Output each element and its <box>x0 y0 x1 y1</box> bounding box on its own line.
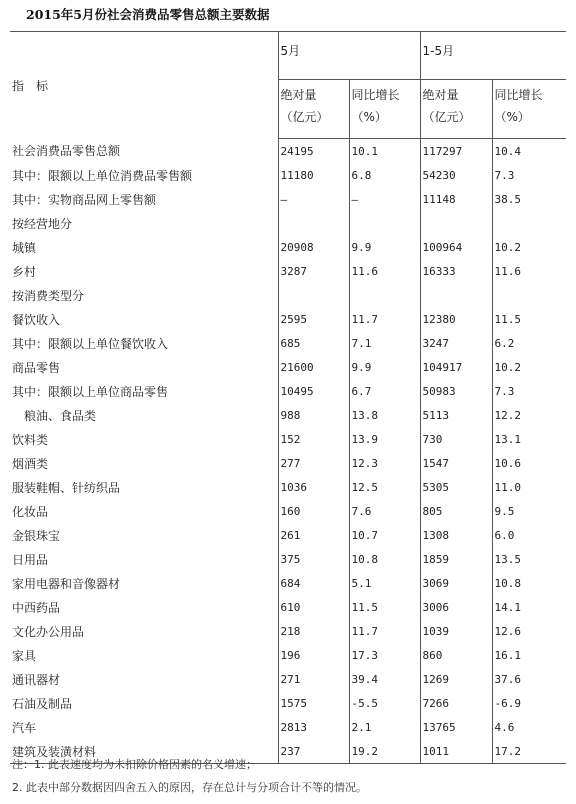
cell-may-absolute: 1575 <box>278 691 349 715</box>
row-label: 家用电器和音像器材 <box>12 576 121 591</box>
table-row <box>10 139 566 164</box>
cell-may-growth: 7.1 <box>349 331 420 355</box>
cell-ytd-absolute: 100964 <box>420 235 492 259</box>
table-row <box>10 499 566 523</box>
cell-may-absolute: 24195 <box>278 139 349 164</box>
page-title: 2015年5月份社会消费品零售总额主要数据 <box>26 7 270 22</box>
growth-label: 同比增长 <box>351 88 400 102</box>
cell-ytd-growth: 11.0 <box>492 475 566 499</box>
cell-may-absolute: 3287 <box>278 259 349 283</box>
cell-ytd-growth: 13.5 <box>492 547 566 571</box>
row-label: 其中：实物商品网上零售额 <box>12 192 157 207</box>
cell-may-growth: 10.7 <box>349 523 420 547</box>
header-may: 5月 <box>278 32 420 80</box>
growth-unit: （%） <box>494 110 530 124</box>
cell-may-growth <box>349 211 420 235</box>
table-row <box>10 667 566 691</box>
cell-may-growth: 6.7 <box>349 379 420 403</box>
cell-may-absolute: 2813 <box>278 715 349 739</box>
table-row <box>10 259 566 283</box>
cell-may-absolute: 375 <box>278 547 349 571</box>
cell-may-absolute: 684 <box>278 571 349 595</box>
row-label: 按消费类型分 <box>12 288 85 303</box>
table-row <box>10 163 566 187</box>
cell-may-absolute: 11180 <box>278 163 349 187</box>
row-label: 汽车 <box>12 720 37 735</box>
row-label: 家具 <box>12 648 37 663</box>
note-2: 2. 此表中部分数据因四舍五入的原因，存在总计与分项合计不等的情况。 <box>12 781 367 794</box>
cell-ytd-absolute: 1547 <box>420 451 492 475</box>
table-row <box>10 331 566 355</box>
cell-may-growth <box>349 283 420 307</box>
absolute-label: 绝对量 <box>422 88 459 102</box>
cell-ytd-absolute: 1859 <box>420 547 492 571</box>
cell-ytd-absolute: 5305 <box>420 475 492 499</box>
cell-ytd-growth: 10.8 <box>492 571 566 595</box>
cell-may-growth: 5.1 <box>349 571 420 595</box>
cell-may-absolute: – <box>278 187 349 211</box>
cell-may-absolute: 21600 <box>278 355 349 379</box>
row-label: 粮油、食品类 <box>12 408 97 423</box>
row-label: 社会消费品零售总额 <box>12 144 121 159</box>
cell-ytd-absolute: 11148 <box>420 187 492 211</box>
cell-ytd-growth: -6.9 <box>492 691 566 715</box>
absolute-unit: （亿元） <box>280 110 329 124</box>
table-row <box>10 475 566 499</box>
growth-label: 同比增长 <box>494 88 543 102</box>
note-1: 注：1. 此表速度均为未扣除价格因素的名义增速； <box>12 758 257 771</box>
header-jan-may: 1-5月 <box>420 32 566 80</box>
cell-may-absolute <box>278 283 349 307</box>
cell-ytd-absolute: 104917 <box>420 355 492 379</box>
cell-may-growth: 2.1 <box>349 715 420 739</box>
cell-may-absolute: 685 <box>278 331 349 355</box>
table-row <box>10 427 566 451</box>
cell-ytd-growth: 7.3 <box>492 163 566 187</box>
table-row <box>10 451 566 475</box>
cell-ytd-absolute: 54230 <box>420 163 492 187</box>
cell-may-growth: 13.9 <box>349 427 420 451</box>
cell-may-growth: 39.4 <box>349 667 420 691</box>
cell-may-growth: 11.7 <box>349 307 420 331</box>
cell-ytd-growth: 4.6 <box>492 715 566 739</box>
header-may-growth <box>349 80 420 139</box>
cell-ytd-growth: 7.3 <box>492 379 566 403</box>
table-row <box>10 619 566 643</box>
row-label: 建筑及装潢材料 <box>10 739 278 764</box>
table-row <box>10 523 566 547</box>
cell-may-absolute: 152 <box>278 427 349 451</box>
cell-ytd-growth: 10.2 <box>492 355 566 379</box>
row-label: 金银珠宝 <box>12 528 61 543</box>
indicator-header: 指 标 <box>10 32 278 139</box>
table-row <box>10 643 566 667</box>
cell-ytd-growth: 11.6 <box>492 259 566 283</box>
cell-may-absolute: 988 <box>278 403 349 427</box>
cell-ytd-absolute: 3006 <box>420 595 492 619</box>
cell-may-growth: 17.3 <box>349 643 420 667</box>
row-label: 餐饮收入 <box>12 312 61 327</box>
cell-may-absolute: 160 <box>278 499 349 523</box>
cell-ytd-growth: 17.2 <box>492 739 566 764</box>
table-row <box>10 307 566 331</box>
cell-ytd-growth: 6.0 <box>492 523 566 547</box>
cell-ytd-absolute: 16333 <box>420 259 492 283</box>
cell-may-growth: 10.8 <box>349 547 420 571</box>
cell-ytd-absolute: 3069 <box>420 571 492 595</box>
cell-ytd-absolute: 1039 <box>420 619 492 643</box>
cell-ytd-growth: 13.1 <box>492 427 566 451</box>
row-label: 化妆品 <box>12 504 49 519</box>
cell-ytd-absolute: 50983 <box>420 379 492 403</box>
cell-may-growth: 9.9 <box>349 355 420 379</box>
cell-ytd-absolute: 805 <box>420 499 492 523</box>
row-label: 烟酒类 <box>12 456 49 471</box>
cell-may-growth: 7.6 <box>349 499 420 523</box>
table-row <box>10 595 566 619</box>
cell-may-growth: -5.5 <box>349 691 420 715</box>
table-row <box>10 355 566 379</box>
table-row <box>10 283 566 307</box>
cell-may-growth: 11.6 <box>349 259 420 283</box>
cell-ytd-growth: 37.6 <box>492 667 566 691</box>
table-row <box>10 211 566 235</box>
cell-may-growth: – <box>349 187 420 211</box>
cell-may-growth: 12.3 <box>349 451 420 475</box>
row-label: 按经营地分 <box>12 216 73 231</box>
cell-may-absolute: 2595 <box>278 307 349 331</box>
cell-ytd-absolute: 5113 <box>420 403 492 427</box>
header-ytd-absolute <box>420 80 492 139</box>
absolute-unit: （亿元） <box>422 110 471 124</box>
cell-ytd-absolute: 13765 <box>420 715 492 739</box>
table-row <box>10 187 566 211</box>
cell-may-growth: 10.1 <box>349 139 420 164</box>
cell-may-growth: 19.2 <box>349 739 420 764</box>
cell-ytd-growth <box>492 283 566 307</box>
cell-ytd-absolute: 117297 <box>420 139 492 164</box>
cell-may-absolute <box>278 211 349 235</box>
row-label: 饮料类 <box>12 432 49 447</box>
cell-ytd-growth: 14.1 <box>492 595 566 619</box>
table-row <box>10 379 566 403</box>
row-label: 服装鞋帽、针纺织品 <box>12 480 121 495</box>
cell-ytd-growth: 11.5 <box>492 307 566 331</box>
cell-ytd-absolute <box>420 283 492 307</box>
cell-ytd-growth: 10.6 <box>492 451 566 475</box>
cell-ytd-growth: 16.1 <box>492 643 566 667</box>
cell-may-absolute: 1036 <box>278 475 349 499</box>
cell-ytd-absolute: 12380 <box>420 307 492 331</box>
row-label: 商品零售 <box>12 360 61 375</box>
table-row <box>10 715 566 739</box>
row-label: 其中：限额以上单位商品零售 <box>12 384 169 399</box>
cell-may-growth: 9.9 <box>349 235 420 259</box>
cell-ytd-growth: 6.2 <box>492 331 566 355</box>
cell-may-growth: 11.7 <box>349 619 420 643</box>
row-label: 中西药品 <box>12 600 61 615</box>
growth-unit: （%） <box>351 110 387 124</box>
header-may-absolute <box>278 80 349 139</box>
cell-may-growth: 12.5 <box>349 475 420 499</box>
cell-may-absolute: 261 <box>278 523 349 547</box>
row-label: 城镇 <box>12 240 37 255</box>
cell-ytd-absolute: 7266 <box>420 691 492 715</box>
retail-sales-table <box>10 31 566 764</box>
cell-may-growth: 11.5 <box>349 595 420 619</box>
cell-may-absolute: 218 <box>278 619 349 643</box>
table-row <box>10 571 566 595</box>
cell-may-absolute: 610 <box>278 595 349 619</box>
cell-may-absolute: 196 <box>278 643 349 667</box>
cell-ytd-absolute: 730 <box>420 427 492 451</box>
cell-may-absolute: 277 <box>278 451 349 475</box>
table-row <box>10 691 566 715</box>
cell-ytd-absolute: 3247 <box>420 331 492 355</box>
row-label: 其中：限额以上单位餐饮收入 <box>12 336 169 351</box>
header-ytd-growth <box>492 80 566 139</box>
cell-ytd-growth: 38.5 <box>492 187 566 211</box>
cell-ytd-growth <box>492 211 566 235</box>
row-label: 通讯器材 <box>12 672 61 687</box>
cell-ytd-absolute: 1269 <box>420 667 492 691</box>
row-label: 文化办公用品 <box>12 624 85 639</box>
absolute-label: 绝对量 <box>280 88 317 102</box>
cell-ytd-growth: 12.2 <box>492 403 566 427</box>
cell-may-growth: 13.8 <box>349 403 420 427</box>
cell-ytd-absolute: 1011 <box>420 739 492 764</box>
table-row <box>10 547 566 571</box>
table-row <box>10 403 566 427</box>
row-label: 石油及制品 <box>12 696 73 711</box>
cell-may-absolute: 10495 <box>278 379 349 403</box>
row-label: 日用品 <box>12 552 49 567</box>
cell-may-growth: 6.8 <box>349 163 420 187</box>
cell-ytd-growth: 12.6 <box>492 619 566 643</box>
row-label: 其中：限额以上单位消费品零售额 <box>12 168 193 183</box>
cell-ytd-absolute <box>420 211 492 235</box>
cell-ytd-growth: 9.5 <box>492 499 566 523</box>
table-row <box>10 235 566 259</box>
cell-may-absolute: 271 <box>278 667 349 691</box>
cell-ytd-absolute: 860 <box>420 643 492 667</box>
cell-ytd-absolute: 1308 <box>420 523 492 547</box>
cell-may-absolute: 20908 <box>278 235 349 259</box>
cell-ytd-growth: 10.4 <box>492 139 566 164</box>
row-label: 乡村 <box>12 264 37 279</box>
cell-may-absolute: 237 <box>278 739 349 764</box>
cell-ytd-growth: 10.2 <box>492 235 566 259</box>
header-row-periods <box>10 32 566 80</box>
